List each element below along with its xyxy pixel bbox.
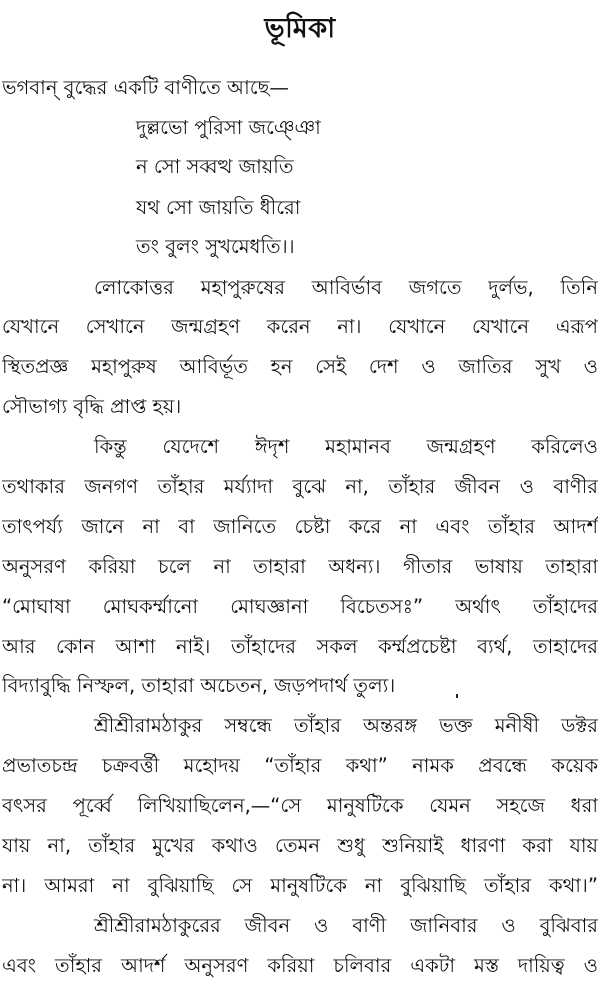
paragraph-4-line-2: এবং তাঁহার আদর্শ অনুসরণ করিয়া চলিবার একটা মস্ত দায়িত্ব ও <box>2 954 598 977</box>
paragraph-4-line-1: শ্রীশ্রীরামঠাকুরের জীবন ও বাণী জানিবার ও বুঝিবার <box>94 914 598 937</box>
paragraph-2-line-5: “মোঘাষা মোঘকর্ম্মানো মোঘজ্ঞানা বিচেতসঃ” অর্থাৎ তাঁহাদের <box>2 595 598 618</box>
paragraph-2-line-4: অনুসরণ করিয়া চলে না তাহারা অধন্য। গীতার ভাষায় তাহারা <box>2 555 598 578</box>
paragraph-2-line-6: আর কোন আশা নাই। তাঁহাদের সকল কর্ম্মপ্রচেষ্টা ব্যর্থ, তাহাদের <box>2 635 598 658</box>
paragraph-3-line-4: যায় না, তাঁহার মুখের কথাও তেমন শুধু শুনিয়াই ধারণা করা যায় <box>2 834 598 857</box>
paragraph-3-line-2: প্রভাতচন্দ্র চক্রবর্ত্তী মহোদয় “তাঁহার কথা” নামক প্রবন্ধে কয়েক <box>2 754 598 777</box>
paragraph-2-line-1: কিন্তু যেদেশে ঈদৃশ মহামানব জন্মগ্রহণ করিলেও <box>94 435 598 458</box>
paragraph-1-line-1: লোকোত্তর মহাপুরুষের আবির্ভাব জগতে দুর্লভ, তিনি <box>94 276 598 299</box>
paragraph-3-line-5: না। আমরা না বুঝিয়াছি সে মানুষটিকে না বুঝিয়াছি তাঁহার কথা।” <box>2 874 598 897</box>
paragraph-3-line-3: বৎসর পূর্ব্বে লিখিয়াছিলেন,—“সে মানুষটিকে যেমন সহজে ধরা <box>2 794 598 817</box>
paragraph-1-line-2: যেখানে সেখানে জন্মগ্রহণ করেন না। যেখানে যেখানে এরূপ <box>2 315 598 338</box>
paragraph-2-line-3: তাৎপর্য্য জানে না বা জানিতে চেষ্টা করে না এবং তাঁহার আদর্শ <box>2 515 598 538</box>
verse-line-2: ন সো সব্বত্থ জায়তি <box>136 155 294 178</box>
verse-line-3: যথ সো জায়তি ধীরো <box>136 196 301 219</box>
paragraph-1-line-4: সৌভাগ্য বৃদ্ধি প্রাপ্ত হয়। <box>2 395 182 418</box>
paragraph-1-line-3: স্থিতপ্রজ্ঞ মহাপুরুষ আবির্ভূত হন সেই দেশ ও জাতির সুখ ও <box>2 355 598 378</box>
page-title: ভূমিকা <box>264 13 336 44</box>
verse-line-4: তং বুলং সুখমেধতি।। <box>136 235 295 258</box>
intro-line: ভগবান্ বুদ্ধের একটি বাণীতে আছে— <box>2 76 289 99</box>
paragraph-3-line-1: শ্রীশ্রীরামঠাকুর সম্বন্ধে তাঁহার অন্তরঙ্গ ভক্ত মনীষী ডক্টর <box>94 714 598 737</box>
paragraph-2-line-2: তথাকার জনগণ তাঁহার মর্য্যাদা বুঝে না, তাঁহার জীবন ও বাণীর <box>2 475 598 498</box>
paragraph-2-line-7: বিদ্যাবুদ্ধি নিস্ফল, তাহারা অচেতন, জড়পদার্থ তুল্য। <box>2 674 396 697</box>
verse-line-1: দুল্লভো পুরিসা জঞ্ঞো <box>136 116 321 139</box>
stray-mark <box>456 694 458 698</box>
